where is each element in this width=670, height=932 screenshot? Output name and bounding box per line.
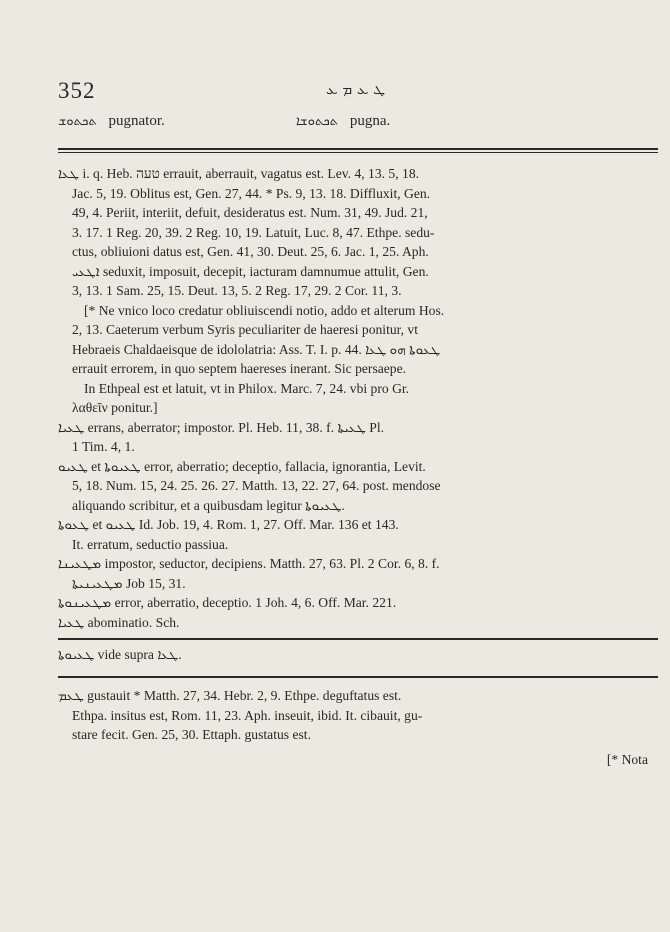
entry-line: ܛܥܝܐ abominatio. Sch. [58,614,180,630]
entry-line: ܡܛܥܝܢܐ impostor, seductor, decipiens. Matth. 27, 63. Pl. 2 Cor. 6, 8. f. [58,556,440,571]
entry-line: ܐܛܥܝ seduxit, imposuit, decepit, iacturam damnumue attulit, Gen. [72,263,429,279]
guide-word-right [296,113,390,130]
entry-line: 1 Tim. 4, 1. [72,439,135,454]
entry-line: It. erratum, seductio passiua. [72,536,229,552]
entry-line: Jac. 5, 19. Oblitus est, Gen. 27, 44. * Ps. 9, 13. 18. Diffluxit, Gen. [72,185,431,201]
entry-line: ܛܥܝܘ et ܛܥܝܘܬܐ error, aberratio; deceptio, fallacia, ignorantia, Levit. [58,458,426,474]
entry-line: aliquando scribitur, et a quibusdam legitur ܛܥܝܘܬܐ. [72,497,345,513]
entry-line: Hebraeis Chaldaeisque de idololatria: Ass. T. I. p. 44. ܛܥܘܬܐ ܗܘ ܛܥܐ [72,341,441,357]
entry-line: λαθεῖν ponitur.] [72,400,158,415]
see-also-block [58,645,650,665]
section-rule [58,638,658,640]
entry-line: ctus, obliuioni datus est, Gen. 41, 30. Deut. 25, 6. Jac. 1, 25. Aph. [72,244,429,259]
entry-line: 5, 18. Num. 15, 24. 25. 26. 27. Matth. 13, 22. 27, 64. post. mendose [72,478,441,493]
guide-latin: pugna. [349,113,391,129]
guide-syriac: ܬܟܬܘܫ [58,114,97,129]
next-entry-block [58,686,650,745]
entry-line: ܡܛܥܝܢܝܬܐ Job 15, 31. [72,575,186,591]
entry-line: stare fecit. Gen. 25, 30. Ettaph. gustatus est. [72,727,311,742]
header-rule [58,148,658,150]
entry-line: ܡܛܥܝܢܘܬܐ error, aberratio, deceptio. 1 Joh. 4, 6. Off. Mar. 221. [58,595,397,610]
entry-line: 2, 13. Caeterum verbum Syris peculiariter de haeresi ponitur, vt [72,322,418,337]
page-header [58,78,658,104]
page-number: 352 [58,78,96,103]
entry-line: In Ethpeal est et latuit, vt in Philox. Marc. 7, 24. vbi pro Gr. [84,380,410,396]
entry-line: ܛܥܘܬܐ et ܛܥܝܘ Id. Job. 19, 4. Rom. 1, 27. Off. Mar. 136 et 143. [58,517,399,532]
guide-word-left [58,113,165,130]
guide-latin: pugnator. [108,113,165,129]
running-head: ܛ ܥ ܡ ܥ [326,80,385,98]
header-rule-thin [58,152,658,153]
dictionary-body [58,164,650,632]
catchword: [* Nota [606,752,648,767]
entry-line: 3. 17. 1 Reg. 20, 39. 2 Reg. 10, 19. Latuit, Luc. 8, 47. Ethpe. sedu- [72,224,435,240]
entry-line: [* Ne vnico loco credatur obliuiscendi notio, addo et alterum Hos. [84,302,445,318]
guide-syriac: ܬܟܬܘܫܐ [296,114,339,129]
entry-line: ܛܥܡ gustauit * Matth. 27, 34. Hebr. 2, 9. Ethpe. deguftatus est. [58,688,402,703]
entry-line: 49, 4. Periit, interiit, defuit, desideratus est. Num. 31, 49. Jud. 21, [72,205,428,220]
entry-line: errauit errorem, in quo septem haereses inerant. Sic persaepe. [72,361,407,376]
entry-line: 3, 13. 1 Sam. 25, 15. Deut. 13, 5. 2 Reg. 17, 29. 2 Cor. 11, 3. [72,283,402,298]
entry-line: ܛܥܐ i. q. Heb. טעה errauit, aberrauit, vagatus est. Lev. 4, 13. 5, 18. [58,166,420,181]
section-rule [58,676,658,678]
entry-line: ܛܥܝܐ errans, aberrator; impostor. Pl. Heb. 11, 38. f. ܛܥܝܬܐ Pl. [58,419,385,435]
see-also-entry: ܛܥܝܘܬܐ vide supra ܛܥܐ. [58,647,182,662]
entry-line: Ethpa. insitus est, Rom. 11, 23. Aph. inseuit, ibid. It. cibauit, gu- [72,707,423,723]
